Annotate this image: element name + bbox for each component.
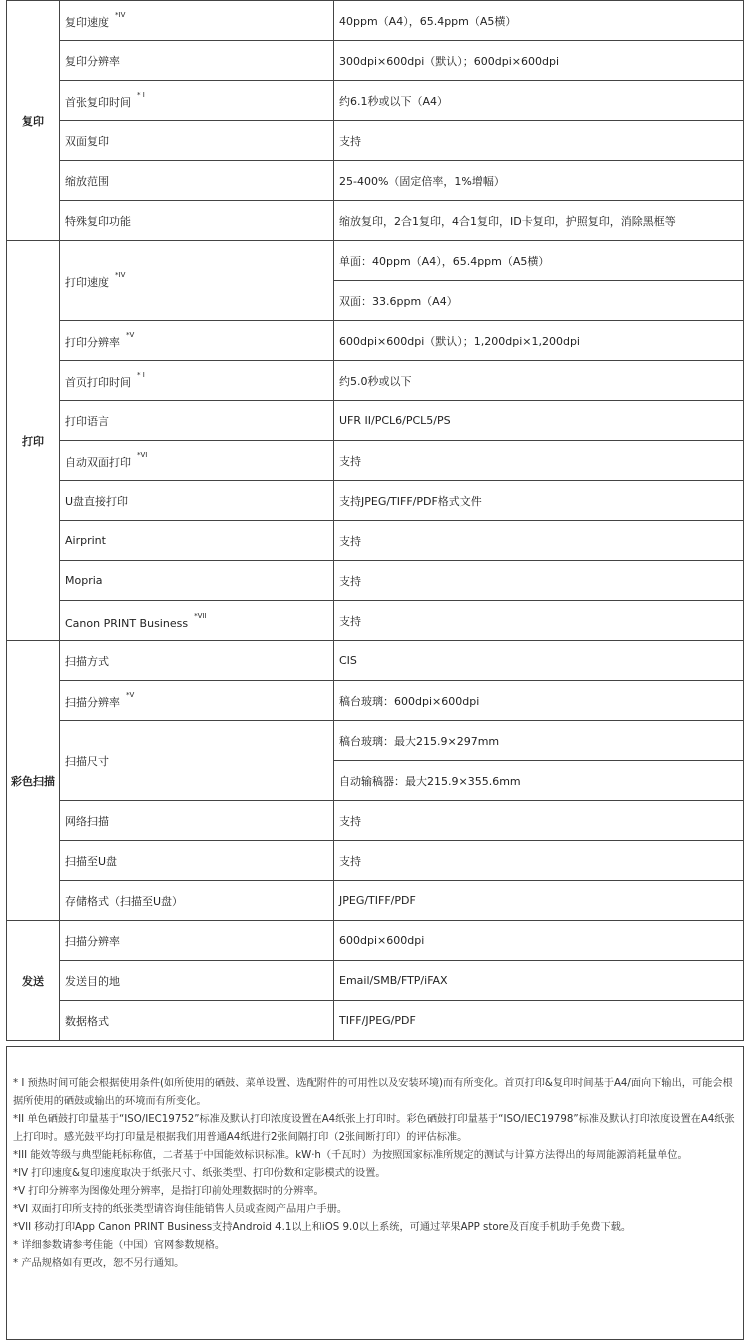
footnote-ref: *VI bbox=[137, 451, 148, 459]
value-cell: 单面：40ppm（A4），65.4ppm（A5横） bbox=[334, 241, 744, 281]
feature-label: 扫描方式 bbox=[65, 654, 109, 668]
table-row bbox=[7, 681, 744, 721]
feature-cell bbox=[60, 361, 334, 401]
feature-cell bbox=[60, 1001, 334, 1041]
value-cell: 缩放复印，2合1复印，4合1复印，ID卡复印，护照复印，消除黑框等 bbox=[334, 201, 744, 241]
footnote-item: *II 单色硒鼓打印量基于“ISO/IEC19752”标准及默认打印浓度设置在A4纸张上打印时。彩色硒鼓打印量基于“ISO/IEC19798”标准及默认打印浓度设置在A4纸张上打印时。感光鼓平均打印量是根据我们用普通A4纸进行2张间隔打印（2张间断打印）的评估标准。 bbox=[13, 1114, 735, 1143]
feature-cell bbox=[60, 721, 334, 801]
feature-cell bbox=[60, 641, 334, 681]
table-row bbox=[7, 721, 744, 761]
footnote-item: *VII 移动打印App Canon PRINT Business支持Android 4.1以上和iOS 9.0以上系统，可通过苹果APP store及百度手机助手免费下载。 bbox=[13, 1222, 632, 1233]
table-row bbox=[7, 481, 744, 521]
feature-cell bbox=[60, 441, 334, 481]
feature-cell bbox=[60, 121, 334, 161]
feature-label: 扫描分辨率 bbox=[65, 696, 120, 709]
feature-cell bbox=[60, 401, 334, 441]
table-row bbox=[7, 841, 744, 881]
value-cell: 约6.1秒或以下（A4） bbox=[334, 81, 744, 121]
table-row bbox=[7, 241, 744, 281]
feature-cell bbox=[60, 481, 334, 521]
value-cell: 600dpi×600dpi（默认）；1,200dpi×1,200dpi bbox=[334, 321, 744, 361]
feature-cell bbox=[60, 41, 334, 81]
value-cell: 支持 bbox=[334, 441, 744, 481]
feature-cell bbox=[60, 1, 334, 41]
footnote-ref: * I bbox=[137, 91, 145, 99]
table-row bbox=[7, 801, 744, 841]
feature-label: 扫描至U盘 bbox=[65, 854, 118, 868]
table-row bbox=[7, 441, 744, 481]
feature-label: 首张复印时间 bbox=[65, 96, 131, 109]
footnote-item: * I 预热时间可能会根据使用条件(如所使用的硒鼓、菜单设置、选配附件的可用性以及安装环境)而有所变化。首页打印&复印时间基于A4/面向下输出，可能会根据所使用的硒鼓或输出的环境而有所变化。 bbox=[13, 1078, 733, 1107]
footnote-item: *VI 双面打印所支持的纸张类型请咨询佳能销售人员或查阅产品用户手册。 bbox=[13, 1204, 348, 1215]
feature-label: Canon PRINT Business bbox=[65, 616, 189, 630]
footnote-item: *V 打印分辨率为图像处理分辨率，是指打印前处理数据时的分辨率。 bbox=[13, 1186, 324, 1197]
table-row bbox=[7, 1, 744, 41]
category-cell: 复印 bbox=[7, 1, 60, 241]
spec-table bbox=[6, 0, 744, 1041]
value-cell: JPEG/TIFF/PDF bbox=[334, 881, 744, 921]
table-row bbox=[7, 881, 744, 921]
table-row bbox=[7, 521, 744, 561]
feature-cell bbox=[60, 961, 334, 1001]
value-cell: 稿台玻璃：600dpi×600dpi bbox=[334, 681, 744, 721]
value-cell: 稿台玻璃：最大215.9×297mm bbox=[334, 721, 744, 761]
feature-cell bbox=[60, 81, 334, 121]
table-row bbox=[7, 81, 744, 121]
value-cell: 40ppm（A4），65.4ppm（A5横） bbox=[334, 1, 744, 41]
value-cell: 支持 bbox=[334, 841, 744, 881]
table-row bbox=[7, 401, 744, 441]
value-cell: CIS bbox=[334, 641, 744, 681]
feature-label: 自动双面打印 bbox=[65, 456, 131, 469]
feature-cell bbox=[60, 801, 334, 841]
footnote-item: * 产品规格如有更改，恕不另行通知。 bbox=[13, 1258, 185, 1269]
value-cell: 支持 bbox=[334, 561, 744, 601]
feature-label: Mopria bbox=[65, 574, 103, 587]
table-row bbox=[7, 121, 744, 161]
footnote-item: *III 能效等级与典型能耗标称值，二者基于中国能效标识标准。kW·h（千瓦时）为按照国家标准所规定的测试与计算方法得出的每周能源消耗量单位。 bbox=[13, 1150, 688, 1161]
footnote-ref: *V bbox=[126, 331, 135, 339]
category-cell: 发送 bbox=[7, 921, 60, 1041]
feature-label: 复印速度 bbox=[65, 16, 109, 29]
footnotes bbox=[6, 1046, 744, 1340]
feature-label: Airprint bbox=[65, 534, 106, 547]
value-cell: 支持JPEG/TIFF/PDF格式文件 bbox=[334, 481, 744, 521]
value-cell: 300dpi×600dpi（默认）；600dpi×600dpi bbox=[334, 41, 744, 81]
feature-cell bbox=[60, 881, 334, 921]
feature-label: U盘直接打印 bbox=[65, 494, 129, 508]
feature-label: 打印语言 bbox=[65, 414, 109, 428]
table-row bbox=[7, 641, 744, 681]
value-cell: 支持 bbox=[334, 601, 744, 641]
value-cell: UFR II/PCL6/PCL5/PS bbox=[334, 401, 744, 441]
feature-label: 打印分辨率 bbox=[65, 336, 120, 349]
category-cell: 彩色扫描 bbox=[7, 641, 60, 921]
value-cell: 25-400%（固定倍率，1%增幅） bbox=[334, 161, 744, 201]
table-row bbox=[7, 361, 744, 401]
feature-label: 特殊复印功能 bbox=[65, 214, 131, 228]
feature-cell bbox=[60, 201, 334, 241]
table-row bbox=[7, 161, 744, 201]
table-row bbox=[7, 921, 744, 961]
value-cell: 支持 bbox=[334, 521, 744, 561]
feature-label: 打印速度 bbox=[65, 276, 109, 289]
feature-cell bbox=[60, 841, 334, 881]
feature-label: 扫描尺寸 bbox=[65, 754, 109, 768]
feature-label: 复印分辨率 bbox=[65, 54, 120, 68]
table-row bbox=[7, 201, 744, 241]
value-cell: 双面：33.6ppm（A4） bbox=[334, 281, 744, 321]
feature-cell bbox=[60, 241, 334, 321]
footnote-item: * 详细参数请参考佳能（中国）官网参数规格。 bbox=[13, 1240, 226, 1251]
feature-label: 扫描分辨率 bbox=[65, 934, 120, 948]
footnote-ref: * I bbox=[137, 371, 145, 379]
table-row bbox=[7, 1001, 744, 1041]
feature-cell bbox=[60, 681, 334, 721]
value-cell: 支持 bbox=[334, 801, 744, 841]
feature-label: 数据格式 bbox=[65, 1014, 109, 1028]
feature-label: 发送目的地 bbox=[65, 974, 120, 988]
feature-cell bbox=[60, 321, 334, 361]
value-cell: Email/SMB/FTP/iFAX bbox=[334, 961, 744, 1001]
feature-cell bbox=[60, 561, 334, 601]
table-row bbox=[7, 41, 744, 81]
value-cell: 支持 bbox=[334, 121, 744, 161]
table-row bbox=[7, 601, 744, 641]
value-cell: 600dpi×600dpi bbox=[334, 921, 744, 961]
footnote-ref: *V bbox=[126, 691, 135, 699]
table-row bbox=[7, 321, 744, 361]
feature-label: 首页打印时间 bbox=[65, 376, 131, 389]
feature-cell bbox=[60, 161, 334, 201]
value-cell: TIFF/JPEG/PDF bbox=[334, 1001, 744, 1041]
value-cell: 约5.0秒或以下 bbox=[334, 361, 744, 401]
table-row bbox=[7, 961, 744, 1001]
feature-cell bbox=[60, 601, 334, 641]
table-row bbox=[7, 561, 744, 601]
footnote-ref: *VII bbox=[194, 611, 207, 620]
feature-label: 缩放范围 bbox=[65, 174, 109, 188]
feature-label: 双面复印 bbox=[65, 134, 109, 148]
feature-label: 存储格式（扫描至U盘） bbox=[65, 894, 184, 908]
feature-cell bbox=[60, 921, 334, 961]
feature-label: 网络扫描 bbox=[65, 814, 109, 828]
footnote-item: *IV 打印速度&复印速度取决于纸张尺寸、纸张类型、打印份数和定影模式的设置。 bbox=[13, 1168, 386, 1179]
footnote-ref: *IV bbox=[115, 11, 126, 19]
footnote-ref: *IV bbox=[115, 271, 126, 279]
value-cell: 自动输稿器：最大215.9×355.6mm bbox=[334, 761, 744, 801]
feature-cell bbox=[60, 521, 334, 561]
category-cell: 打印 bbox=[7, 241, 60, 641]
